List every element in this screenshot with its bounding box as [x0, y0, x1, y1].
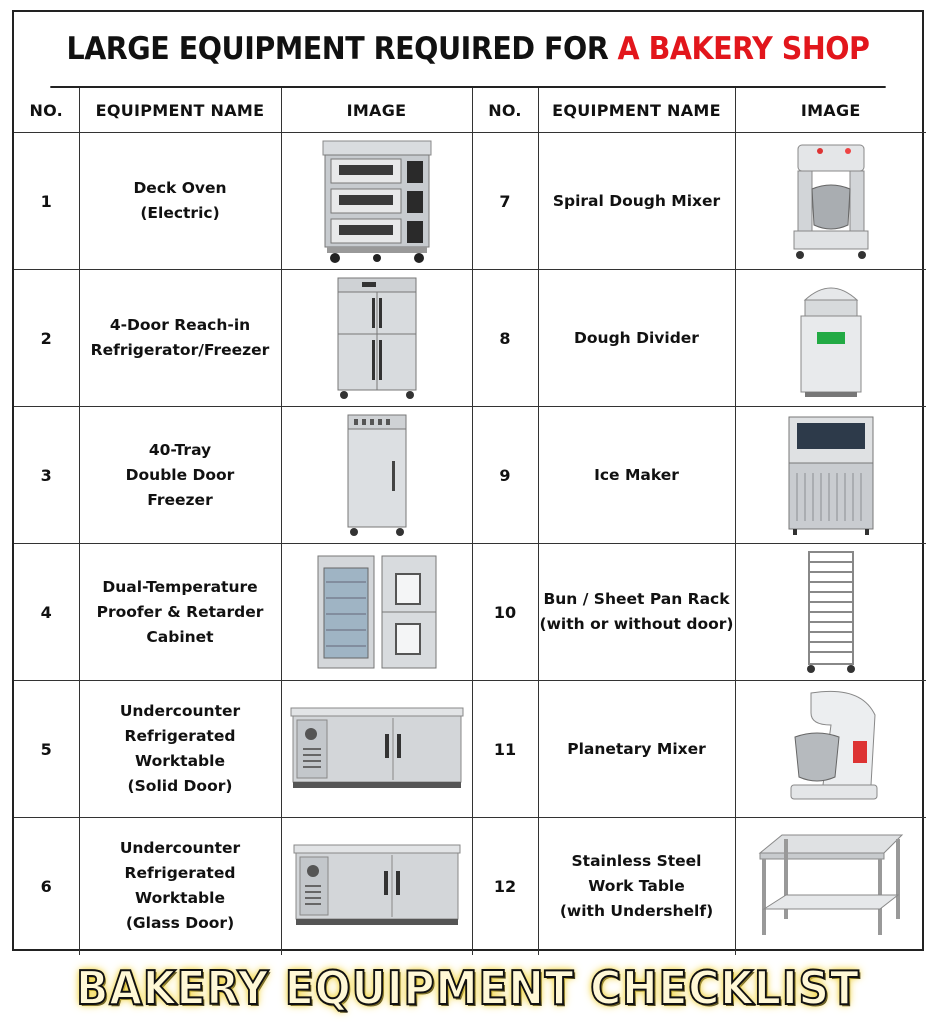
ice-maker-icon	[783, 411, 879, 539]
item-number: 5	[14, 681, 79, 818]
four-door-refrigerator-icon	[332, 274, 422, 402]
item-name: Spiral Dough Mixer	[538, 133, 735, 270]
table-row	[14, 544, 926, 681]
item-name: Dual-Temperature Proofer & Retarder Cabinet	[79, 544, 281, 681]
item-image-cell	[735, 681, 926, 818]
tray-freezer-icon	[342, 411, 412, 539]
table-row	[14, 407, 926, 544]
header-no-right: NO.	[472, 88, 538, 133]
header-name-right: EQUIPMENT NAME	[538, 88, 735, 133]
item-image-cell	[281, 270, 472, 407]
item-image-cell	[735, 544, 926, 681]
item-image-cell	[281, 818, 472, 955]
item-number: 12	[472, 818, 538, 955]
item-number: 3	[14, 407, 79, 544]
item-number: 4	[14, 544, 79, 681]
item-number: 1	[14, 133, 79, 270]
item-name: Bun / Sheet Pan Rack (with or without door)	[538, 544, 735, 681]
item-name: Undercounter Refrigerated Worktable (Solid Door)	[79, 681, 281, 818]
planetary-mixer-icon	[771, 685, 891, 813]
equipment-table	[14, 88, 926, 955]
item-image-cell	[281, 681, 472, 818]
deck-oven-icon	[317, 137, 437, 265]
item-image-cell	[735, 407, 926, 544]
item-name: Stainless Steel Work Table (with Undershelf)	[538, 818, 735, 955]
table-row	[14, 270, 926, 407]
item-name: 4-Door Reach-in Refrigerator/Freezer	[79, 270, 281, 407]
item-number: 10	[472, 544, 538, 681]
item-number: 9	[472, 407, 538, 544]
undercounter-worktable-icon	[289, 704, 465, 794]
item-image-cell	[281, 544, 472, 681]
item-image-cell	[281, 133, 472, 270]
item-image-cell	[735, 818, 926, 955]
item-image-cell	[735, 133, 926, 270]
footer-banner	[0, 952, 936, 1024]
table-row	[14, 133, 926, 270]
footer-title: BAKERY EQUIPMENT CHECKLIST	[76, 961, 860, 1015]
equipment-sheet	[12, 10, 924, 951]
item-number: 6	[14, 818, 79, 955]
header-row	[14, 88, 926, 133]
item-name: Dough Divider	[538, 270, 735, 407]
item-name: Deck Oven (Electric)	[79, 133, 281, 270]
title-main: LARGE EQUIPMENT REQUIRED FOR	[66, 31, 609, 67]
pan-rack-icon	[801, 548, 861, 676]
item-number: 11	[472, 681, 538, 818]
item-name: Ice Maker	[538, 407, 735, 544]
item-image-cell	[735, 270, 926, 407]
header-name-left: EQUIPMENT NAME	[79, 88, 281, 133]
spiral-mixer-icon	[776, 137, 886, 265]
dough-divider-icon	[791, 274, 871, 402]
page-title	[50, 12, 885, 88]
item-number: 7	[472, 133, 538, 270]
item-number: 8	[472, 270, 538, 407]
item-name: Planetary Mixer	[538, 681, 735, 818]
item-image-cell	[281, 407, 472, 544]
title-accent: A BAKERY SHOP	[617, 31, 870, 67]
item-name: 40-Tray Double Door Freezer	[79, 407, 281, 544]
header-no-left: NO.	[14, 88, 79, 133]
header-image-right: IMAGE	[735, 88, 926, 133]
item-number: 2	[14, 270, 79, 407]
table-row	[14, 681, 926, 818]
undercounter-worktable-icon	[292, 841, 462, 931]
table-row	[14, 818, 926, 955]
work-table-icon	[756, 831, 906, 941]
header-image-left: IMAGE	[281, 88, 472, 133]
item-name: Undercounter Refrigerated Worktable (Glass Door)	[79, 818, 281, 955]
proofer-cabinet-icon	[312, 548, 442, 676]
